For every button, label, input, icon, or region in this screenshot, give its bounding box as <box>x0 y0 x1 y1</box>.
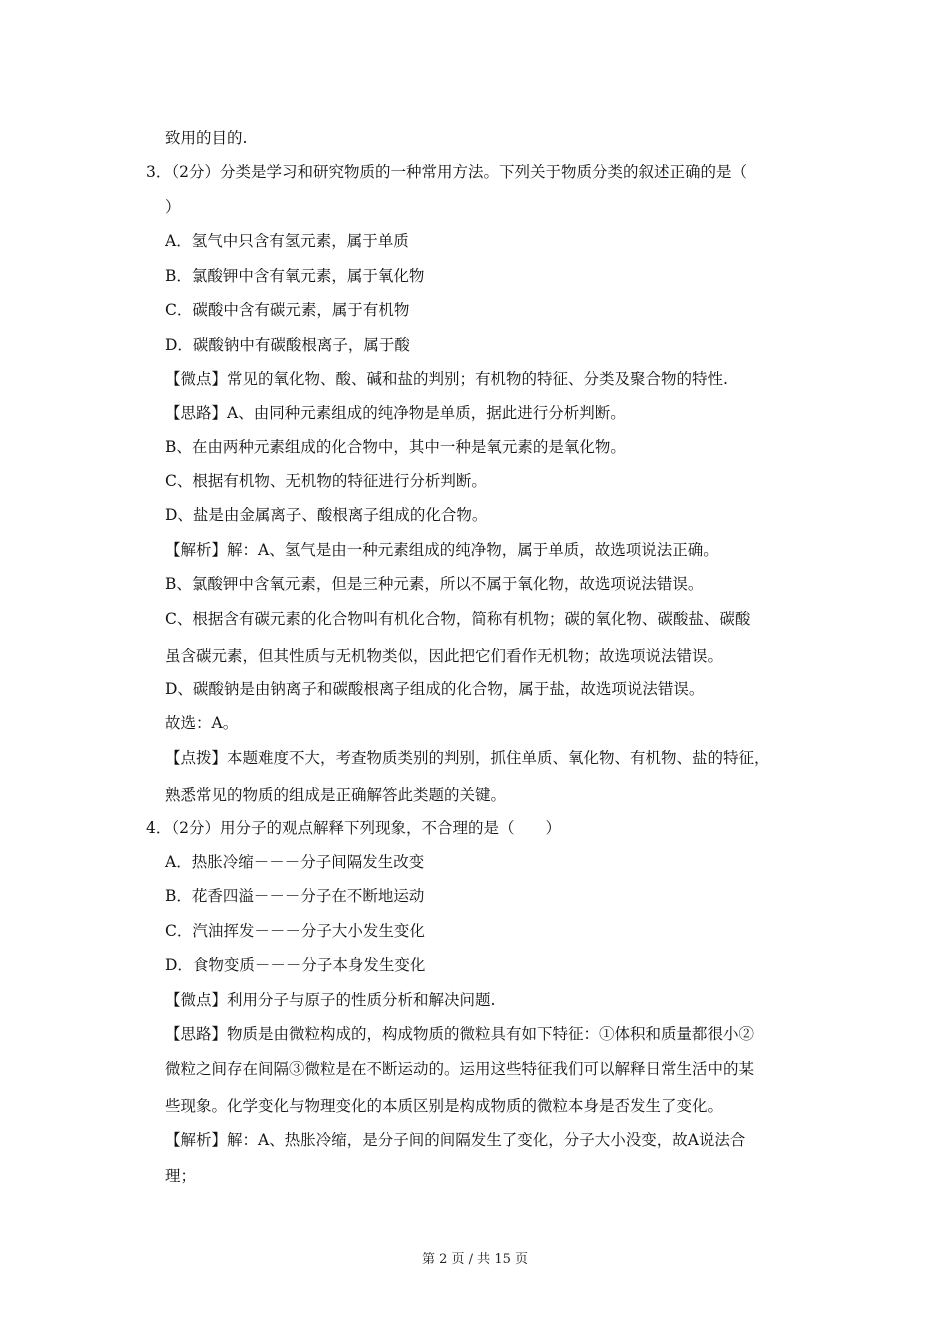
option-d: D．食物变质－－－分子本身发生变化 <box>165 956 426 974</box>
page-footer: 第 2 页 / 共 15 页 <box>422 1252 528 1267</box>
text-line: 微粒之间存在间隔③微粒是在不断运动的。运用这些特征我们可以解释日常生活中的某 <box>165 1060 755 1078</box>
option-b: B．花香四溢－－－分子在不断地运动 <box>165 887 425 905</box>
approach: 【思路】A、由同种元素组成的纯净物是单质，据此进行分析判断。 <box>165 404 626 422</box>
text-line: 熟悉常见的物质的组成是正确解答此类题的关键。 <box>165 786 507 804</box>
text-line: D、碳酸钠是由钠离子和碳酸根离子组成的化合物，属于盐，故选项说法错误。 <box>165 680 705 698</box>
text-line: 理； <box>165 1167 197 1185</box>
text-line: B、氯酸钾中含氧元素，但是三种元素，所以不属于氧化物，故选项说法错误。 <box>165 575 704 593</box>
text-line: 虽含碳元素，但其性质与无机物类似，因此把它们看作无机物；故选项说法错误。 <box>165 647 724 665</box>
analysis: 【解析】解：A、热胀冷缩，是分子间的间隔发生了变化，分子大小没变，故A说法合 <box>165 1131 746 1149</box>
micro-point: 【微点】利用分子与原子的性质分析和解决问题. <box>165 991 496 1009</box>
text-line: 致用的目的. <box>165 129 248 147</box>
tip: 【点拨】本题难度不大，考查物质类别的判别，抓住单质、氧化物、有机物、盐的特征， <box>165 749 770 767</box>
text-line: C、根据有机物、无机物的特征进行分析判断。 <box>165 472 487 490</box>
option-d: D．碳酸钠中有碳酸根离子，属于酸 <box>165 336 410 354</box>
text-line: D、盐是由金属离子、酸根离子组成的化合物。 <box>165 506 488 524</box>
question-3-stem: 3．（2分）分类是学习和研究物质的一种常用方法。下列关于物质分类的叙述正确的是（ <box>146 163 747 181</box>
micro-point: 【微点】常见的氧化物、酸、碱和盐的判别；有机物的特征、分类及聚合物的特性. <box>165 370 728 388</box>
question-3-stem-end: ） <box>165 198 181 216</box>
question-4-stem: 4．（2分）用分子的观点解释下列现象，不合理的是（ ） <box>146 819 561 837</box>
text-line: C、根据含有碳元素的化合物叫有机化合物，简称有机物；碳的氧化物、碳酸盐、碳酸 <box>165 610 751 628</box>
option-b: B．氯酸钾中含有氧元素，属于氧化物 <box>165 267 425 285</box>
answer: 故选：A。 <box>165 714 239 732</box>
option-a: A．热胀冷缩－－－分子间隔发生改变 <box>165 853 425 871</box>
option-a: A．氢气中只含有氢元素，属于单质 <box>165 232 409 250</box>
option-c: C．碳酸中含有碳元素，属于有机物 <box>165 301 410 319</box>
option-c: C．汽油挥发－－－分子大小发生变化 <box>165 922 425 940</box>
text-line: 些现象。化学变化与物理变化的本质区别是构成物质的微粒本身是否发生了变化。 <box>165 1097 724 1115</box>
analysis: 【解析】解：A、氢气是由一种元素组成的纯净物，属于单质，故选项说法正确。 <box>165 541 719 559</box>
approach: 【思路】物质是由微粒构成的，构成物质的微粒具有如下特征：①体积和质量都很小② <box>165 1025 755 1043</box>
text-line: B、在由两种元素组成的化合物中，其中一种是氧元素的是氧化物。 <box>165 438 626 456</box>
